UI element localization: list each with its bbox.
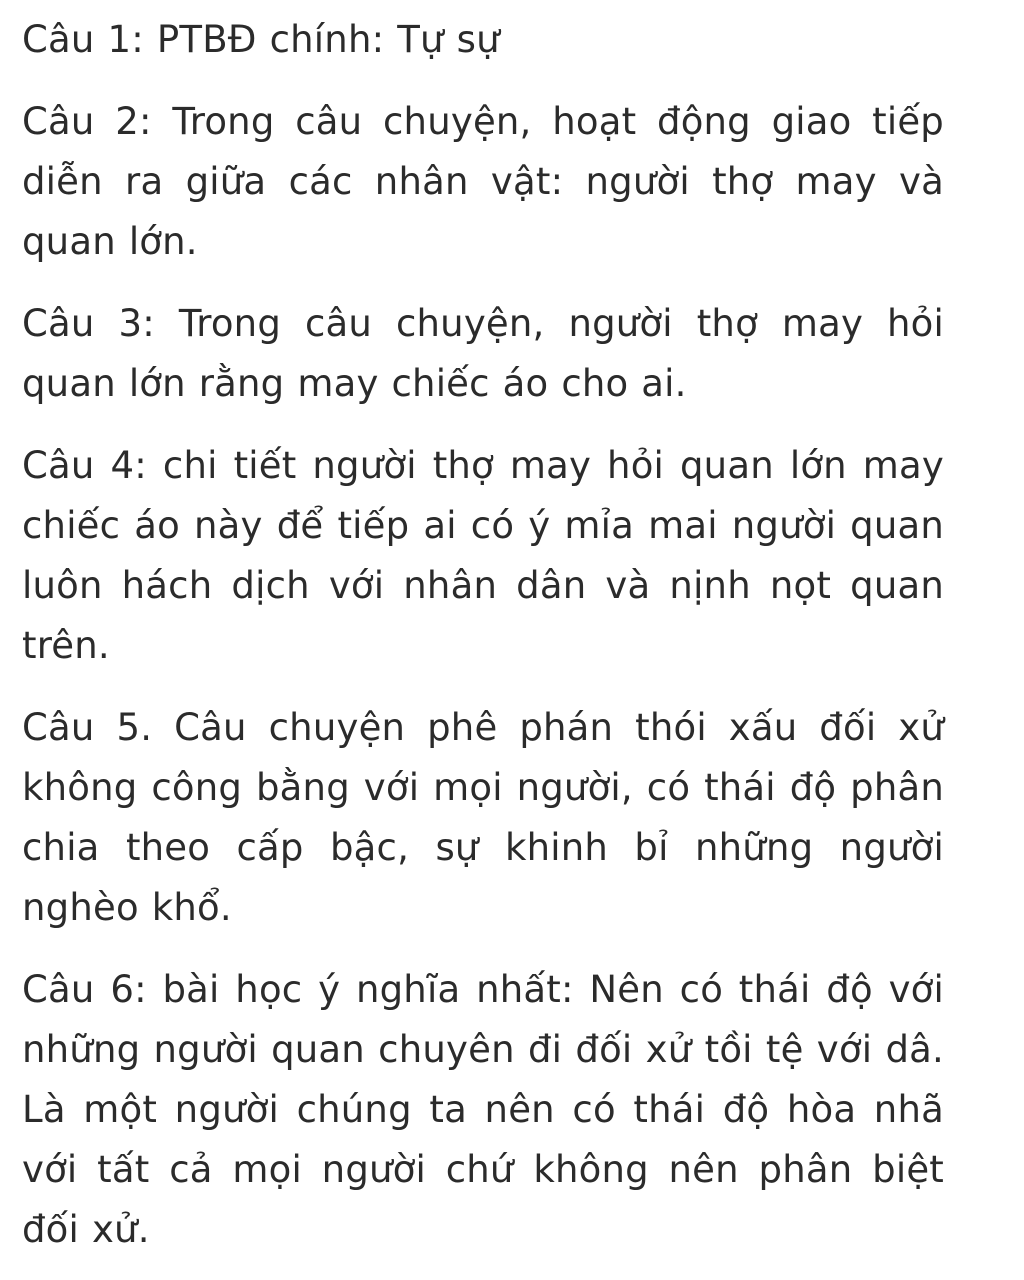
answer-list bbox=[22, 0, 944, 1260]
answer-2: Câu 2: Trong câu chuyện, hoạt động giao tiếp diễn ra giữa các nhân vật: người thợ may và quan lớn. bbox=[22, 100, 944, 263]
answer-3: Câu 3: Trong câu chuyện, người thợ may hỏi quan lớn rằng may chiếc áo cho ai. bbox=[22, 302, 944, 405]
answer-6: Câu 6: bài học ý nghĩa nhất: Nên có thái độ với những người quan chuyên đi đối xử tồi tệ với dâ. Là một người chúng ta nên có thái độ hòa nhã với tất cả mọi người chứ không nên phân biệt đối xử. bbox=[22, 968, 944, 1251]
answer-1: Câu 1: PTBĐ chính: Tự sự bbox=[22, 18, 500, 61]
answer-5: Câu 5. Câu chuyện phê phán thói xấu đối xử không công bằng với mọi người, có thái độ phân chia theo cấp bậc, sự khinh bỉ những người nghèo khổ. bbox=[22, 706, 944, 929]
answer-4: Câu 4: chi tiết người thợ may hỏi quan lớn may chiếc áo này để tiếp ai có ý mỉa mai người quan luôn hách dịch với nhân dân và nịnh nọt quan trên. bbox=[22, 444, 944, 667]
